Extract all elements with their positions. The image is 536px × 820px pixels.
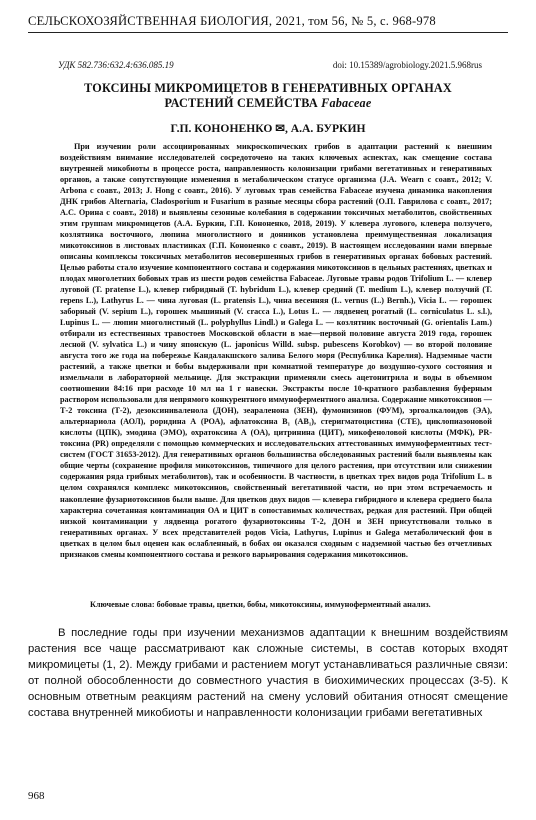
doi-link[interactable]: doi: 10.15389/agrobiology.2021.5.968rus <box>332 60 482 70</box>
title-line-2-prefix: РАСТЕНИЙ СЕМЕЙСТВА <box>164 96 318 110</box>
running-header <box>28 14 508 33</box>
title-line-2 <box>40 96 496 111</box>
abstract-text: При изучении роли ассоциированных микроскопических грибов в адаптации растений к внешним воздействиям внимание исследователей сосредоточено на таких ключевых аспектах, как смещение состава внутренней микобиоты в процессе роста, направленность колонизации грибами вегетативных и генеративных органов, а также сопутствующие изменения в метаболическом статусе организма (J.A. Wearn с соавт., 2012; V. Arbona с соавт., 2013; J. Hong с соавт., 2016). У луговых трав семейства Fabaceae изучена динамика накопления ДНК грибов Alternaria, Cladosporium и Fusarium в разные месяцы сбора растений (О.П. Гаврилова с соавт., 2017; А.С. Орина с соавт., 2018) и выявлены сезонные колебания в содержании токсичных метаболитов, свойственных этим группам микромицетов (А.А. Буркин, Г.П. Кононенко, 2018, 2019). У клевера лугового, клевера ползучего, козлятника восточного, люпина многолистного и донников установлена преимущественная локализация микотоксинов в листовых пластинках (Г.П. Кононенко с соавт., 2019). В настоящем исследовании нами впервые описаны комплексы токсичных метаболитов несовершенных грибов в генеративных органах бобовых растений. Целью работы стало изучение компонентного состава и содержания микотоксинов в цельных растениях, цветках и плодах многолетних бобовых трав из шести родов семейства Fabaceae. Луговые травы родов Trifolium L. — клевер луговой (T. pratense L.), клевер гибридный (T. hybridum L.), клевер средний (T. medium L.), клевер ползучий (T. repens L.), Lathyrus L. — чина луговая (L. pratensis L.), чина весенняя (L. vernus (L.) Bernh.), Vicia L. — горошек заборный (V. sepium L.), горошек мышиный (V. cracca L.), Lotus L. — лядвенец рогатый (L. corniculatus L. s.l.), Lupinus L. — люпин многолистный (L. polyphyllus Lindl.) и Galega L. — козлятник восточный (G. orientalis Lam.) отбирали из естественных травостоев Московской области в мае—первой половине августа 2019 года, горошек лесной (V. sylvatica L.) и чину японскую (L. japonicus Willd. subsp. pubescens Korobkov) — во второй половине августа того же года на побережье Кандалакшского залива Белого моря (Республика Карелия). Надземные части растений, а также цветки и бобы выдерживали при комнатной температуре до воздушно-сухого состояния и измельчали в лабораторной мельнице. Для экстракции применяли смесь ацетонитрила и воды в объемном соотношении 84:16 при расходе 10 мл на 1 г навески. Экстракты после 10-кратного разбавления буферным раствором использовали для непрямого конкурентного иммуноферментного анализа. Содержание микотоксинов — Т-2 токсина (Т-2), дезоксиниваленола (ДОН), зеараленона (ЗЕН), фумонизинов (ФУМ), эргоалкалоидов (ЭА), альтернариола (АОЛ), роридина А (РОА), афлатоксина B₁ (AB₁), стеригматоцистина (СТЕ), циклопиазоновой кислоты (ЦПК), эмодина (ЭМО), охратоксина А (ОА), цитринина (ЦИТ), микофеноловой кислоты (МФК), PR-токсина (PR) определяли с помощью коммерческих и исследовательских аттестованных иммуноферментных тест-систем (ГОСТ 31653-2012). Для генеративных органов большинства обследованных растений были выявлены как общие черты (сохранение профиля микотоксинов, типичного для целого растения, при отсутствии или снижении содержания ряда грибных метаболитов), так и особенности. В частности, в цветках трех видов рода Trifolium L. в целом сохранялся комплекс микотоксинов, свойственный вегетативной части, но при этом встречаемость и накопление фузариотоксинов были выше. Для цветков двух видов — клевера гибридного и клевера среднего была характерна сочетанная контаминация ОА и ЦИТ в сопоставимых количествах, редкая для растений. При общей низкой контаминации у лядвенца рогатого фузариотоксины Т-2, ДОН и ЗЕН присутствовали только в генеративных органах. У всех представителей родов Vicia, Lathyrus, Lupinus и Galega метаболический фон в цветках в целом был оценен как ослабленный, в бобах он оказался сходным с надземной частью без отчетливых признаков смены компонентного состава и резкого варьирования содержания микотоксинов. <box>60 142 492 559</box>
article-title <box>40 81 496 111</box>
page-number: 968 <box>28 790 45 802</box>
title-line-1: ТОКСИНЫ МИКРОМИЦЕТОВ В ГЕНЕРАТИВНЫХ ОРГАНАХ <box>84 81 452 95</box>
udk-code: УДК 582.736:632.4:636.085.19 <box>58 60 174 70</box>
article-authors: Г.П. КОНОНЕНКО ✉, А.А. БУРКИН <box>170 122 366 135</box>
keywords-line: Ключевые слова: бобовые травы, цветки, бобы, микотоксины, иммуноферментный анализ. <box>90 600 431 609</box>
body-paragraph: В последние годы при изучении механизмов адаптации к внешним воздействиям растения все чаще рассматривают как сложные системы, в состав которых входят микромицеты (1, 2). Между грибами и растением могут устанавливаться различные связи: от полной обособленности до совместного участия в биохимических процессах (3-5). К основным ответным реакциям растений на смену условий обитания относят смещение состава внутренней микобиоты и направленности колонизации грибами вегетативных <box>28 627 508 720</box>
article-meta <box>58 60 482 70</box>
journal-citation: СЕЛЬСКОХОЗЯЙСТВЕННАЯ БИОЛОГИЯ, 2021, том 56, № 5, с. 968-978 <box>28 14 436 28</box>
title-family-name: Fabaceae <box>321 96 372 110</box>
